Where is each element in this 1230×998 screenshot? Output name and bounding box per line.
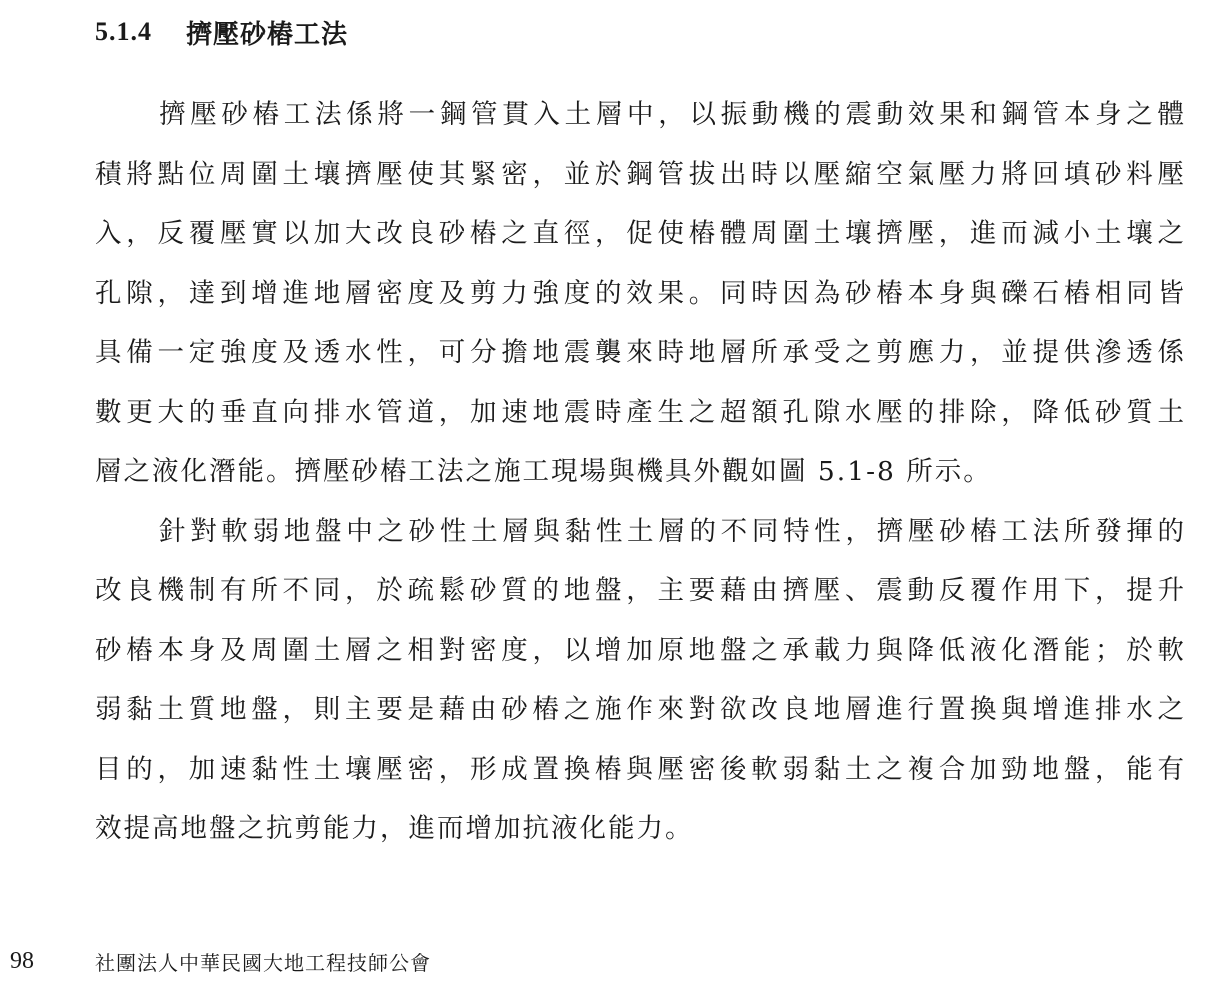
paragraph-1 [95,85,1185,502]
paragraph-line: 數更大的垂直向排水管道，加速地震時產生之超額孔隙水壓的排除，降低砂質土 [95,396,1185,428]
paragraph-line: 孔隙，達到增進地層密度及剪力強度的效果。同時因為砂樁本身與礫石樁相同皆 [95,277,1185,309]
paragraph-2 [95,502,1185,859]
paragraph-line: 具備一定強度及透水性，可分擔地震襲來時地層所承受之剪應力，並提供滲透係 [95,337,1185,368]
paragraph-line: 改良機制有所不同，於疏鬆砂質的地盤，主要藉由擠壓、震動反覆作用下，提升 [95,575,1185,606]
body-text [95,85,1185,859]
page-footer [0,945,1230,977]
paragraph-line: 積將點位周圍土壤擠壓使其緊密，並於鋼管拔出時以壓縮空氣壓力將回填砂料壓 [95,158,1185,190]
paragraph-line: 層之液化潛能。擠壓砂樁工法之施工現場與機具外觀如圖 5.1-8 所示。 [95,456,992,487]
section-number: 5.1.4 [95,17,152,46]
paragraph-line: 砂樁本身及周圍土層之相對密度，以增加原地盤之承載力與降低液化潛能；於軟 [95,634,1185,666]
section-title: 擠壓砂樁工法 [186,19,349,50]
paragraph-line: 擠壓砂樁工法係將一鋼管貫入土層中，以振動機的震動效果和鋼管本身之體 [159,99,1185,130]
paragraph-line: 針對軟弱地盤中之砂性土層與黏性土層的不同特性，擠壓砂樁工法所發揮的 [159,515,1185,547]
publisher-name: 社團法人中華民國大地工程技師公會 [95,951,431,975]
paragraph-line: 入，反覆壓實以加大改良砂樁之直徑，促使樁體周圍土壤擠壓，進而減小土壤之 [95,218,1185,249]
page-number: 98 [10,948,34,974]
paragraph-line: 目的，加速黏性土壤壓密，形成置換樁與壓密後軟弱黏土之複合加勁地盤，能有 [95,753,1185,785]
paragraph-line: 效提高地盤之抗剪能力，進而增加抗液化能力。 [95,813,694,844]
section-heading [95,12,348,52]
paragraph-line: 弱黏土質地盤，則主要是藉由砂樁之施作來對欲改良地層進行置換與增進排水之 [95,694,1185,725]
